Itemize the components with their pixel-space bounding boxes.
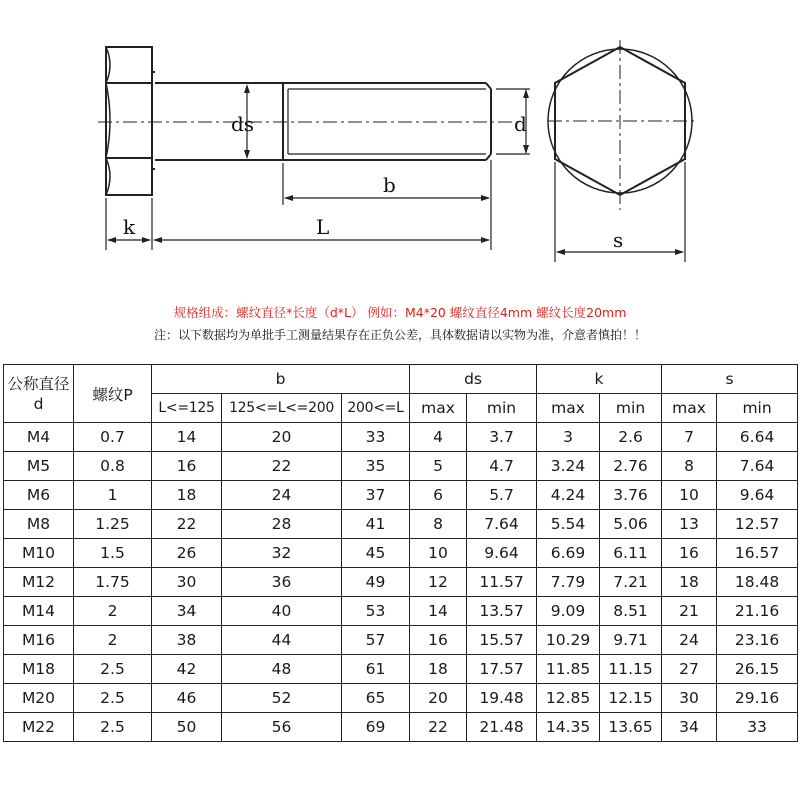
cell-size: M5 (4, 452, 74, 481)
cell-s-min: 16.57 (717, 539, 798, 568)
cell-pitch: 1.5 (74, 539, 152, 568)
cell-k-min: 3.76 (600, 481, 662, 510)
cell-ds-max: 14 (410, 597, 467, 626)
header-k: k (537, 365, 662, 394)
cell-ds-max: 12 (410, 568, 467, 597)
cell-b-mid: 56 (222, 713, 342, 742)
measurement-note-text: 注：以下数据均为单批手工测量结果存在正负公差，具体数据请以实物为准，介意者慎拍！！ (153, 328, 646, 342)
label-s: s (613, 228, 624, 252)
cell-s-max: 30 (662, 684, 717, 713)
header-s: s (662, 365, 798, 394)
header-pitch: 螺纹P (74, 365, 152, 423)
cell-s-max: 27 (662, 655, 717, 684)
cell-pitch: 2 (74, 597, 152, 626)
cell-b-short: 38 (152, 626, 222, 655)
cell-ds-max: 18 (410, 655, 467, 684)
cell-b-long: 35 (342, 452, 410, 481)
header-b-range-2: 125<=L<=200 (222, 394, 342, 423)
cell-k-min: 5.06 (600, 510, 662, 539)
header-ds-min: min (467, 394, 537, 423)
cell-k-min: 9.71 (600, 626, 662, 655)
table-row (4, 481, 798, 510)
cell-s-min: 9.64 (717, 481, 798, 510)
cell-ds-min: 3.7 (467, 423, 537, 452)
header-k-min: min (600, 394, 662, 423)
cell-b-mid: 36 (222, 568, 342, 597)
spec-composition-text: 规格组成：螺纹直径*长度（d*L） 例如：M4*20 螺纹直径4mm 螺纹长度20mm (173, 305, 627, 320)
cell-b-mid: 48 (222, 655, 342, 684)
cell-s-max: 13 (662, 510, 717, 539)
cell-b-short: 42 (152, 655, 222, 684)
label-d: d (514, 112, 527, 136)
cell-b-mid: 20 (222, 423, 342, 452)
cell-s-max: 16 (662, 539, 717, 568)
cell-ds-min: 5.7 (467, 481, 537, 510)
table-row (4, 452, 798, 481)
cell-b-mid: 28 (222, 510, 342, 539)
cell-ds-min: 7.64 (467, 510, 537, 539)
header-s-min: min (717, 394, 798, 423)
cell-k-min: 11.15 (600, 655, 662, 684)
cell-s-min: 26.15 (717, 655, 798, 684)
cell-k-max: 7.79 (537, 568, 600, 597)
cell-b-short: 16 (152, 452, 222, 481)
cell-size: M22 (4, 713, 74, 742)
cell-s-max: 8 (662, 452, 717, 481)
cell-b-short: 50 (152, 713, 222, 742)
cell-b-mid: 52 (222, 684, 342, 713)
label-L: L (316, 215, 330, 239)
cell-ds-max: 4 (410, 423, 467, 452)
cell-b-mid: 24 (222, 481, 342, 510)
header-b-range-1: L<=125 (152, 394, 222, 423)
cell-b-long: 57 (342, 626, 410, 655)
header-b-range-3: 200<=L (342, 394, 410, 423)
header-nominal-symbol: d (33, 394, 44, 413)
cell-k-min: 2.76 (600, 452, 662, 481)
cell-b-mid: 32 (222, 539, 342, 568)
cell-b-short: 22 (152, 510, 222, 539)
cell-b-long: 33 (342, 423, 410, 452)
cell-k-min: 12.15 (600, 684, 662, 713)
cell-b-long: 65 (342, 684, 410, 713)
cell-pitch: 1 (74, 481, 152, 510)
cell-k-min: 8.51 (600, 597, 662, 626)
cell-b-long: 37 (342, 481, 410, 510)
cell-ds-min: 15.57 (467, 626, 537, 655)
bolt-technical-drawing (0, 0, 800, 295)
cell-pitch: 1.75 (74, 568, 152, 597)
table-row (4, 568, 798, 597)
cell-k-min: 7.21 (600, 568, 662, 597)
header-nominal-label: 公称直径 (7, 374, 70, 393)
cell-s-max: 24 (662, 626, 717, 655)
cell-ds-min: 21.48 (467, 713, 537, 742)
cell-s-min: 29.16 (717, 684, 798, 713)
cell-b-long: 45 (342, 539, 410, 568)
cell-k-max: 5.54 (537, 510, 600, 539)
cell-b-long: 53 (342, 597, 410, 626)
cell-k-max: 6.69 (537, 539, 600, 568)
cell-b-short: 18 (152, 481, 222, 510)
cell-k-max: 11.85 (537, 655, 600, 684)
cell-ds-max: 5 (410, 452, 467, 481)
cell-k-min: 6.11 (600, 539, 662, 568)
cell-k-max: 14.35 (537, 713, 600, 742)
cell-ds-min: 19.48 (467, 684, 537, 713)
header-k-max: max (537, 394, 600, 423)
cell-size: M10 (4, 539, 74, 568)
cell-s-min: 6.64 (717, 423, 798, 452)
cell-s-max: 10 (662, 481, 717, 510)
cell-ds-min: 13.57 (467, 597, 537, 626)
cell-b-short: 26 (152, 539, 222, 568)
table-row (4, 510, 798, 539)
cell-s-max: 7 (662, 423, 717, 452)
cell-k-min: 13.65 (600, 713, 662, 742)
cell-size: M6 (4, 481, 74, 510)
cell-ds-max: 16 (410, 626, 467, 655)
cell-ds-max: 6 (410, 481, 467, 510)
cell-s-min: 7.64 (717, 452, 798, 481)
cell-pitch: 2.5 (74, 655, 152, 684)
cell-ds-min: 17.57 (467, 655, 537, 684)
table-row (4, 626, 798, 655)
cell-b-mid: 44 (222, 626, 342, 655)
cell-k-max: 4.24 (537, 481, 600, 510)
table-row (4, 684, 798, 713)
cell-ds-min: 9.64 (467, 539, 537, 568)
cell-pitch: 0.8 (74, 452, 152, 481)
bolt-spec-table (3, 364, 798, 742)
cell-ds-min: 11.57 (467, 568, 537, 597)
cell-b-mid: 40 (222, 597, 342, 626)
cell-b-long: 49 (342, 568, 410, 597)
table-row (4, 423, 798, 452)
label-k: k (123, 215, 136, 239)
cell-ds-max: 22 (410, 713, 467, 742)
cell-ds-max: 10 (410, 539, 467, 568)
cell-k-max: 3 (537, 423, 600, 452)
label-ds: ds (231, 112, 255, 136)
cell-s-max: 34 (662, 713, 717, 742)
table-row (4, 597, 798, 626)
cell-size: M20 (4, 684, 74, 713)
cell-b-mid: 22 (222, 452, 342, 481)
table-row (4, 713, 798, 742)
header-b: b (152, 365, 410, 394)
cell-size: M12 (4, 568, 74, 597)
cell-ds-max: 8 (410, 510, 467, 539)
cell-k-max: 10.29 (537, 626, 600, 655)
cell-k-min: 2.6 (600, 423, 662, 452)
cell-ds-min: 4.7 (467, 452, 537, 481)
cell-size: M4 (4, 423, 74, 452)
cell-s-max: 21 (662, 597, 717, 626)
cell-k-max: 3.24 (537, 452, 600, 481)
header-ds-max: max (410, 394, 467, 423)
cell-b-long: 69 (342, 713, 410, 742)
label-b: b (383, 173, 396, 197)
cell-s-min: 23.16 (717, 626, 798, 655)
cell-s-min: 12.57 (717, 510, 798, 539)
cell-size: M18 (4, 655, 74, 684)
cell-b-short: 14 (152, 423, 222, 452)
cell-b-short: 30 (152, 568, 222, 597)
cell-size: M14 (4, 597, 74, 626)
cell-b-long: 61 (342, 655, 410, 684)
cell-b-short: 46 (152, 684, 222, 713)
cell-pitch: 0.7 (74, 423, 152, 452)
cell-s-min: 21.16 (717, 597, 798, 626)
header-nominal-diameter (4, 365, 74, 423)
table-row (4, 655, 798, 684)
cell-k-max: 9.09 (537, 597, 600, 626)
header-s-max: max (662, 394, 717, 423)
cell-s-max: 18 (662, 568, 717, 597)
cell-pitch: 2 (74, 626, 152, 655)
header-ds: ds (410, 365, 537, 394)
table-row (4, 539, 798, 568)
cell-s-min: 18.48 (717, 568, 798, 597)
cell-size: M8 (4, 510, 74, 539)
cell-ds-max: 20 (410, 684, 467, 713)
cell-size: M16 (4, 626, 74, 655)
cell-pitch: 2.5 (74, 713, 152, 742)
bolt-side-view (106, 47, 491, 195)
cell-pitch: 1.25 (74, 510, 152, 539)
cell-b-short: 34 (152, 597, 222, 626)
cell-b-long: 41 (342, 510, 410, 539)
cell-s-min: 33 (717, 713, 798, 742)
table-header-row (4, 365, 798, 394)
cell-pitch: 2.5 (74, 684, 152, 713)
cell-k-max: 12.85 (537, 684, 600, 713)
